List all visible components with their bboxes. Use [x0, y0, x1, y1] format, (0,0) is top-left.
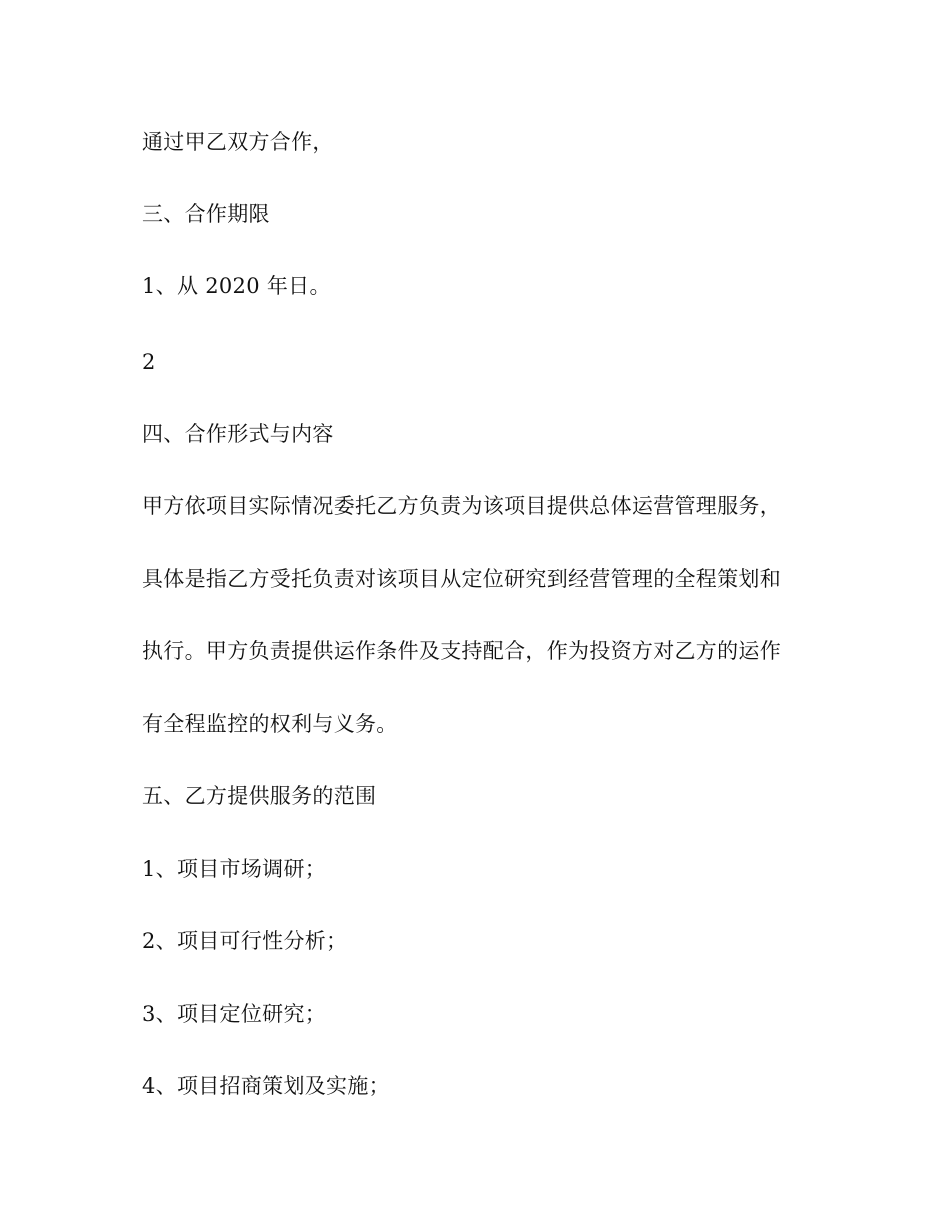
paragraph-cooperation: 通过甲乙双方合作，	[142, 130, 334, 154]
paragraph-form-line-1: 甲方依项目实际情况委托乙方负责为该项目提供总体运营管理服务，	[142, 494, 781, 518]
term-item-2: 2	[142, 350, 156, 374]
term-item-1: 1、从 2020 年日。	[142, 274, 331, 298]
scope-item-2: 2、项目可行性分析；	[142, 929, 348, 953]
scope-item-3: 3、项目定位研究；	[142, 1002, 327, 1026]
scope-item-4: 4、项目招商策划及实施；	[142, 1074, 390, 1098]
heading-cooperation-term: 三、合作期限	[142, 202, 270, 226]
paragraph-form-line-2: 具体是指乙方受托负责对该项目从定位研究到经营管理的全程策划和	[142, 567, 781, 591]
paragraph-form-line-3: 执行。甲方负责提供运作条件及支持配合，作为投资方对乙方的运作	[142, 639, 781, 663]
heading-cooperation-form: 四、合作形式与内容	[142, 422, 334, 446]
scope-item-1: 1、项目市场调研；	[142, 857, 327, 881]
heading-service-scope: 五、乙方提供服务的范围	[142, 784, 377, 808]
paragraph-form-line-4: 有全程监控的权利与义务。	[142, 712, 398, 736]
